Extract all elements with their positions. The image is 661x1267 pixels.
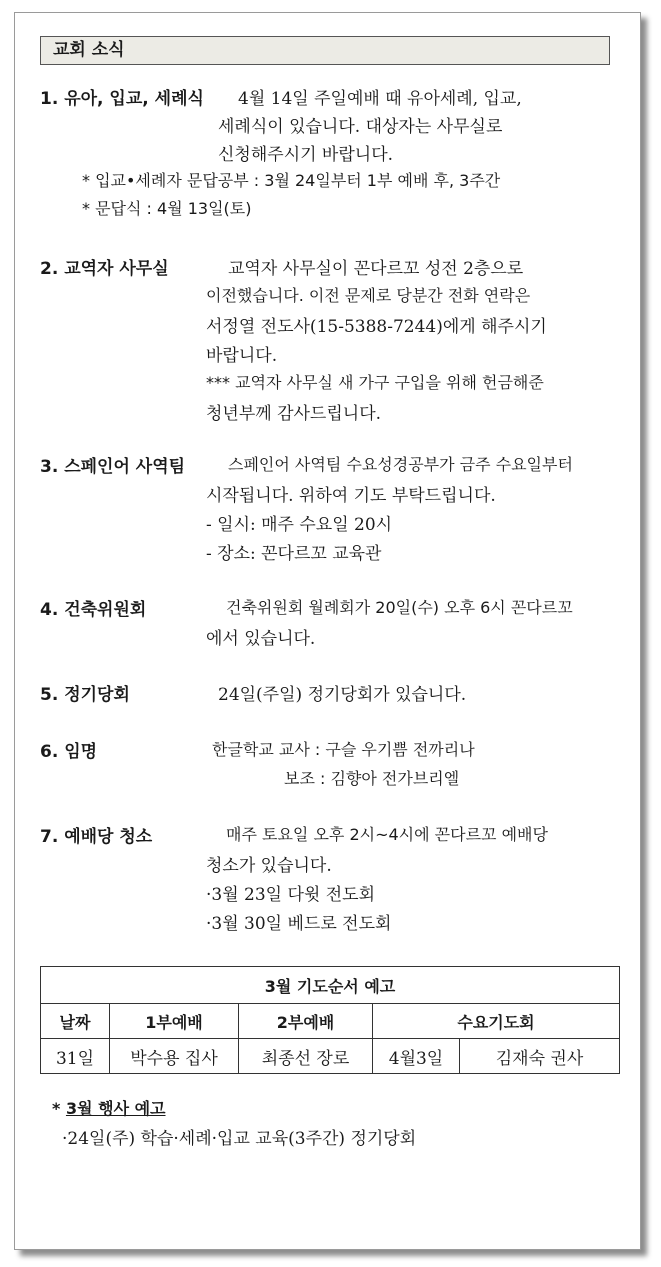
item-7-line-4: ·3월 30일 베드로 전도회 xyxy=(206,914,392,934)
section-title: 교회 소식 xyxy=(40,36,610,65)
prayer-table-title: 3월 기도순서 예고 xyxy=(41,967,620,1004)
item-6-title: 6. 임명 xyxy=(40,742,98,762)
item-3-line-4: - 장소: 꼰다르꼬 교육관 xyxy=(206,544,382,564)
header-first-service: 1부예배 xyxy=(110,1004,239,1039)
cell-wednesday-date: 4월3일 xyxy=(373,1039,460,1074)
item-2-line-1: 교역자 사무실이 꼰다르꼬 성전 2층으로 xyxy=(228,259,524,279)
events-line: ·24일(주) 학습·세례·입교 교육(3주간) 정기당회 xyxy=(62,1129,417,1149)
item-4-line-1: 건축위원회 월례회가 20일(수) 오후 6시 꼰다르꼬 xyxy=(226,598,573,617)
item-6-line-2: 보조 : 김향아 전가브리엘 xyxy=(284,769,460,788)
prayer-schedule-table xyxy=(40,966,620,1074)
item-1-title: 1. 유아, 입교, 세례식 xyxy=(40,89,204,109)
item-2-line-4: 바랍니다. xyxy=(206,346,278,366)
cell-date: 31일 xyxy=(41,1039,110,1074)
header-date: 날짜 xyxy=(41,1004,110,1039)
header-wednesday-prayer: 수요기도회 xyxy=(373,1004,620,1039)
item-4-line-2: 에서 있습니다. xyxy=(206,629,316,649)
item-2-line-6: 청년부께 감사드립니다. xyxy=(206,404,382,424)
header-second-service: 2부예배 xyxy=(239,1004,373,1039)
item-1-note-1: * 입교•세례자 문답공부 : 3월 24일부터 1부 예배 후, 3주간 xyxy=(82,171,501,190)
item-1-line-3: 신청해주시기 바랍니다. xyxy=(218,145,394,165)
table-row xyxy=(41,1039,620,1074)
item-7-line-2: 청소가 있습니다. xyxy=(206,856,332,876)
events-heading xyxy=(52,1096,166,1119)
item-6-line-1: 한글학교 교사 : 구슬 우기쁨 전까리나 xyxy=(212,740,475,759)
events-bullet: * xyxy=(52,1099,61,1118)
item-2-line-2: 이전했습니다. 이전 문제로 당분간 전화 연락은 xyxy=(206,286,531,305)
item-3-line-2: 시작됩니다. 위하여 기도 부탁드립니다. xyxy=(206,486,496,506)
cell-wednesday-leader: 김재숙 권사 xyxy=(460,1039,620,1074)
item-3-line-3: - 일시: 매주 수요일 20시 xyxy=(206,515,393,535)
item-4-title: 4. 건축위원회 xyxy=(40,600,147,620)
item-2-line-3: 서정열 전도사(15-5388-7244)에게 해주시기 xyxy=(206,317,547,337)
item-3-line-1: 스페인어 사역팀 수요성경공부가 금주 수요일부터 xyxy=(228,455,573,474)
item-5-line-1: 24일(주일) 정기당회가 있습니다. xyxy=(218,685,467,705)
item-1-line-2: 세례식이 있습니다. 대상자는 사무실로 xyxy=(218,117,503,137)
cell-second-service: 최종선 장로 xyxy=(239,1039,373,1074)
events-title: 3월 행사 예고 xyxy=(65,1099,166,1118)
item-2-line-5: *** 교역자 사무실 새 가구 구입을 위해 헌금해준 xyxy=(206,373,544,392)
item-2-title: 2. 교역자 사무실 xyxy=(40,259,169,279)
item-5-title: 5. 정기당회 xyxy=(40,685,130,705)
item-3-title: 3. 스페인어 사역팀 xyxy=(40,457,186,477)
cell-first-service: 박수용 집사 xyxy=(110,1039,239,1074)
item-1-line-1: 4월 14일 주일예배 때 유아세례, 입교, xyxy=(238,89,522,109)
item-7-title: 7. 예배당 청소 xyxy=(40,827,153,847)
item-1-note-2: * 문답식 : 4월 13일(토) xyxy=(82,199,252,218)
item-7-line-3: ·3월 23일 다윗 전도회 xyxy=(206,885,376,905)
item-7-line-1: 매주 토요일 오후 2시~4시에 꼰다르꼬 예배당 xyxy=(226,825,548,844)
